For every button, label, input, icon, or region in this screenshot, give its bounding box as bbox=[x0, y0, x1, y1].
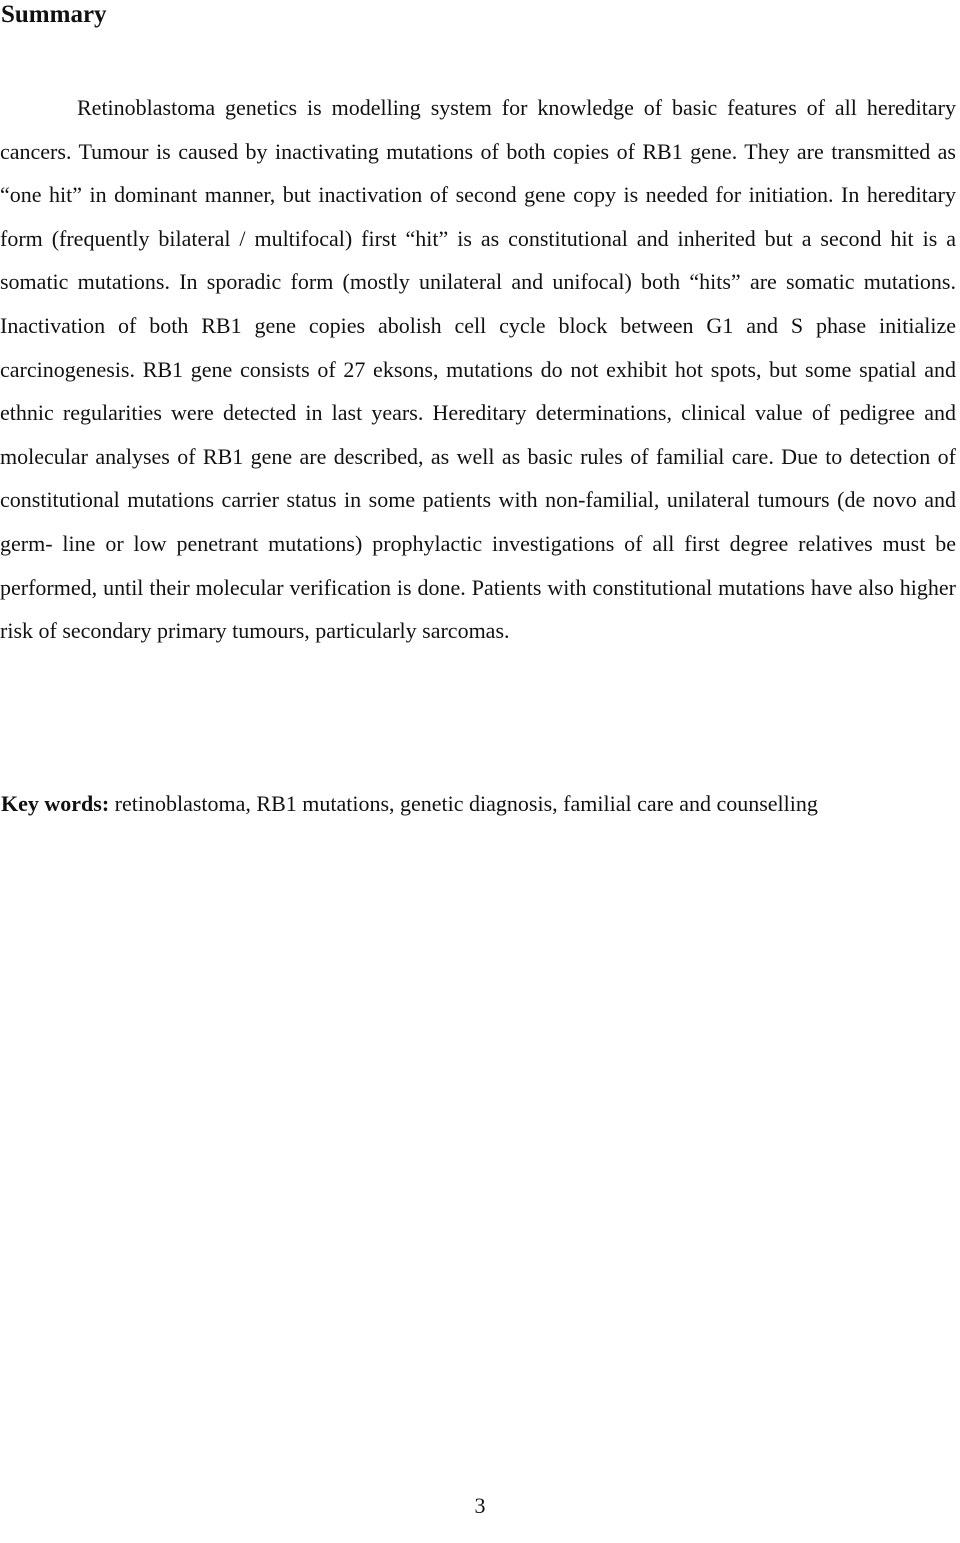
page-number: 3 bbox=[474, 1493, 486, 1518]
keywords-line bbox=[1, 786, 957, 822]
keywords-list: retinoblastoma, RB1 mutations, genetic diagnosis, familial care and counselling bbox=[109, 791, 818, 816]
page-title: Summary bbox=[1, 1, 107, 28]
keywords-label: Key words: bbox=[1, 791, 110, 816]
abstract-paragraph: Retinoblastoma genetics is modelling system for knowledge of basic features of all hereditary cancers. Tumour is caused by inactivating mutations of both copies of RB1 gene. They are transmitted as “one hit” in dominant manner, but inactivation of second gene copy is needed for initiation. In hereditary form (frequently bilateral / multifocal) first “hit” is as constitutional and inherited but a second hit is a somatic mutations. In sporadic form (mostly unilateral and unifocal) both “hits” are somatic mutations. Inactivation of both RB1 gene copies abolish cell cycle block between G1 and S phase initialize carcinogenesis. RB1 gene consists of 27 eksons, mutations do not exhibit hot spots, but some spatial and ethnic regularities were detected in last years. Hereditary determinations, clinical value of pedigree and molecular analyses of RB1 gene are described, as well as basic rules of familial care. Due to detection of constitutional mutations carrier status in some patients with non-familial, unilateral tumours (de novo and germ- line or low penetrant mutations) prophylactic investigations of all first degree relatives must be performed, until their molecular verification is done. Patients with constitutional mutations have also higher risk of secondary primary tumours, particularly sarcomas. bbox=[0, 95, 956, 644]
